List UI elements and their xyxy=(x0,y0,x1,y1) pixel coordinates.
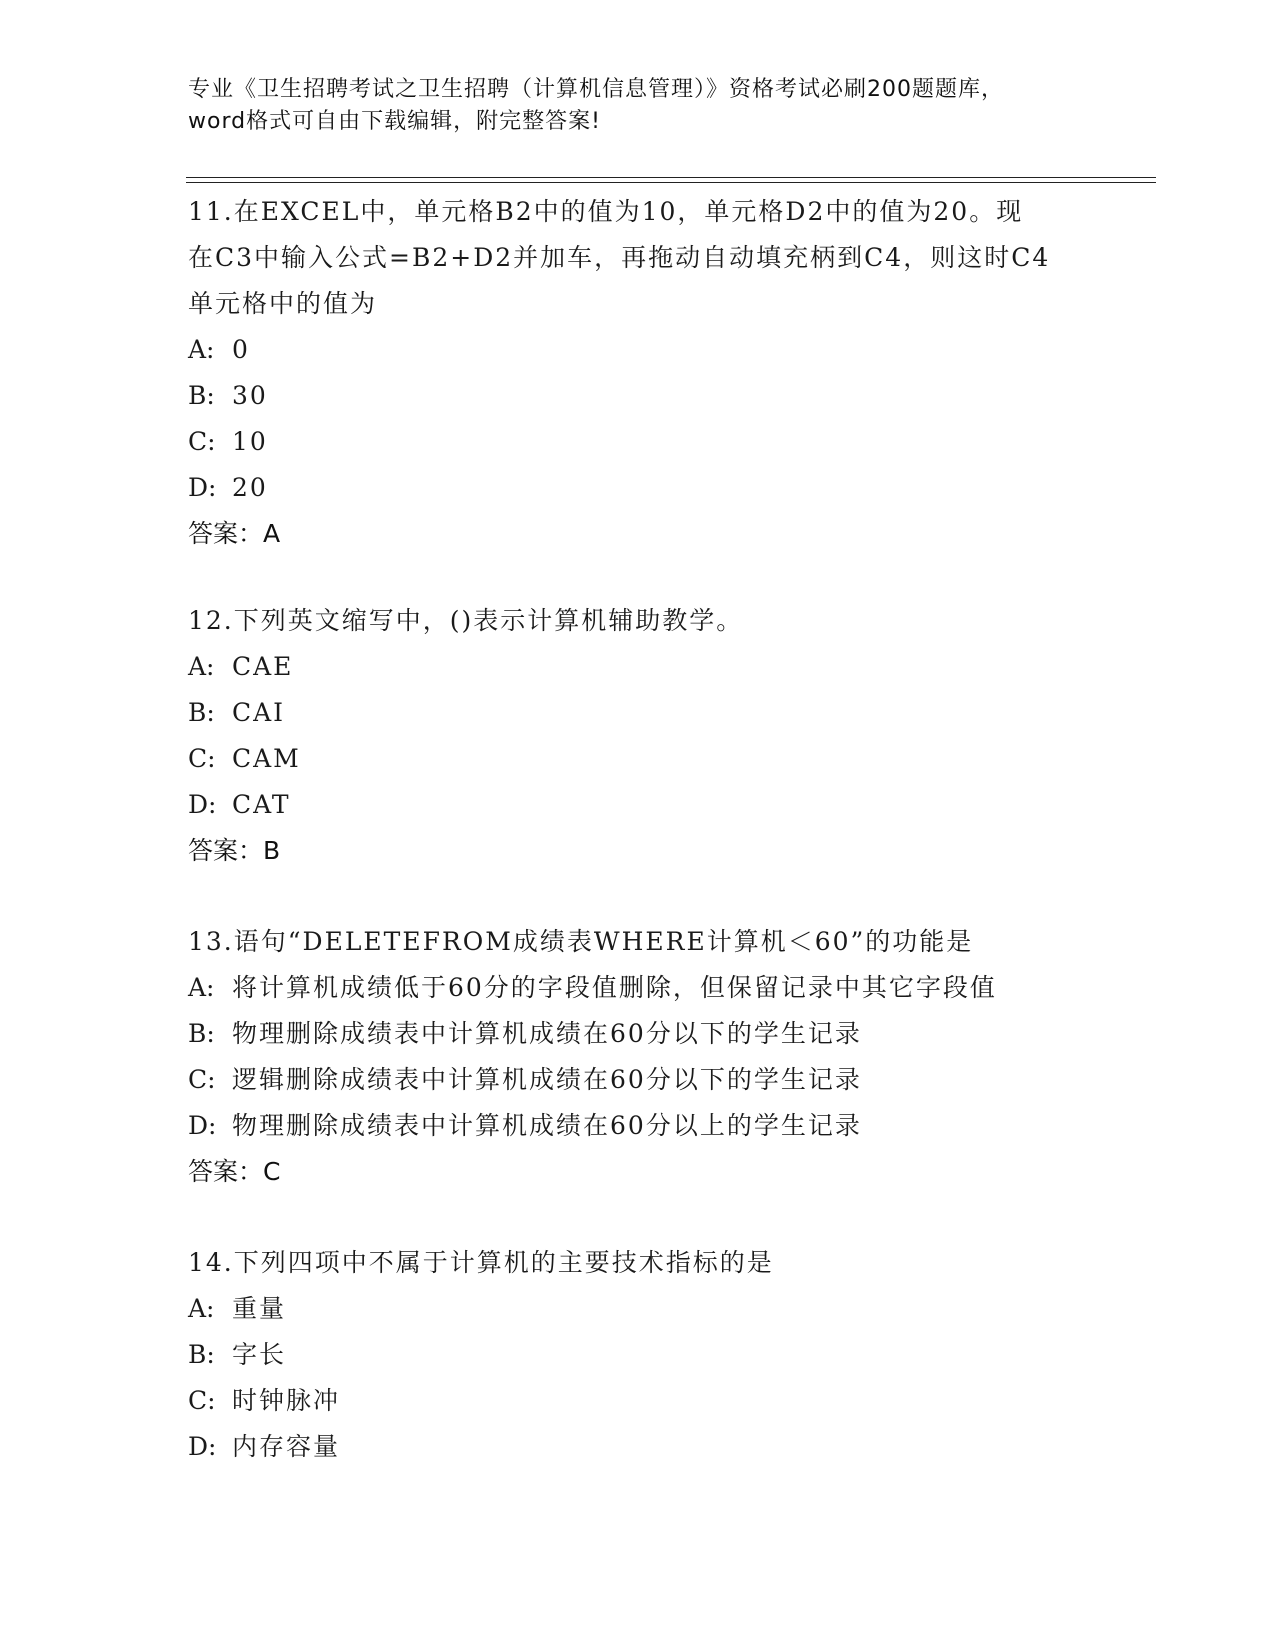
option-d xyxy=(188,1103,1088,1149)
option-letter: A: xyxy=(188,652,215,681)
option-b xyxy=(188,1332,1088,1378)
option-c xyxy=(188,419,1088,465)
option-b xyxy=(188,1011,1088,1057)
option-text: 内存容量 xyxy=(232,1432,341,1461)
option-letter: D: xyxy=(188,473,217,502)
answer-line: 答案：C xyxy=(188,1157,281,1186)
question-text xyxy=(188,189,1088,327)
document-header xyxy=(188,74,1088,138)
option-text: CAM xyxy=(232,744,301,773)
option-letter: B: xyxy=(188,698,215,727)
option-d xyxy=(188,1424,1088,1470)
option-text: 物理删除成绩表中计算机成绩在60分以上的学生记录 xyxy=(232,1111,862,1140)
option-text: CAI xyxy=(232,698,286,727)
option-c xyxy=(188,736,1088,782)
option-letter: A: xyxy=(188,1294,215,1323)
question-13 xyxy=(188,919,1088,1195)
question-text xyxy=(188,598,1088,644)
question-12 xyxy=(188,598,1088,874)
option-letter: C: xyxy=(188,1386,216,1415)
option-letter: D: xyxy=(188,790,217,819)
option-a xyxy=(188,644,1088,690)
question-text xyxy=(188,919,1088,965)
question-line: 12.下列英文缩写中，()表示计算机辅助教学。 xyxy=(188,606,744,635)
question-line: 11.在EXCEL中，单元格B2中的值为10，单元格D2中的值为20。现 xyxy=(188,197,1024,226)
question-11 xyxy=(188,189,1088,557)
option-letter: B: xyxy=(188,1019,215,1048)
option-text: 字长 xyxy=(232,1340,287,1369)
option-text: 物理删除成绩表中计算机成绩在60分以下的学生记录 xyxy=(232,1019,862,1048)
option-b xyxy=(188,690,1088,736)
option-text: CAE xyxy=(232,652,294,681)
option-letter: C: xyxy=(188,427,216,456)
question-line: 14.下列四项中不属于计算机的主要技术指标的是 xyxy=(188,1248,774,1277)
answer-line: 答案：B xyxy=(188,836,281,865)
option-d xyxy=(188,465,1088,511)
answer-line: 答案：A xyxy=(188,519,281,548)
option-letter: B: xyxy=(188,381,215,410)
option-a xyxy=(188,1286,1088,1332)
header-line-1: 专业《卫生招聘考试之卫生招聘（计算机信息管理）》资格考试必刷200题题库， xyxy=(188,77,1004,102)
option-letter: D: xyxy=(188,1111,217,1140)
question-line: 单元格中的值为 xyxy=(188,289,378,318)
option-text: 重量 xyxy=(232,1294,287,1323)
option-text: 20 xyxy=(232,473,268,502)
option-letter: D: xyxy=(188,1432,217,1461)
option-a xyxy=(188,327,1088,373)
option-text: 将计算机成绩低于60分的字段值删除，但保留记录中其它字段值 xyxy=(232,973,997,1002)
question-14 xyxy=(188,1240,1088,1470)
option-text: 0 xyxy=(232,335,250,364)
option-a xyxy=(188,965,1088,1011)
option-letter: A: xyxy=(188,973,215,1002)
option-letter: C: xyxy=(188,744,216,773)
option-text: 30 xyxy=(232,381,268,410)
option-d xyxy=(188,782,1088,828)
option-letter: B: xyxy=(188,1340,215,1369)
option-text: 时钟脉冲 xyxy=(232,1386,341,1415)
header-divider-bottom xyxy=(186,182,1156,183)
option-text: 10 xyxy=(232,427,268,456)
option-b xyxy=(188,373,1088,419)
question-line: 在C3中输入公式=B2+D2并加车，再拖动自动填充柄到C4，则这时C4 xyxy=(188,243,1051,272)
option-text: CAT xyxy=(232,790,291,819)
option-letter: C: xyxy=(188,1065,216,1094)
header-line-2: word格式可自由下载编辑，附完整答案! xyxy=(188,109,601,134)
question-text xyxy=(188,1240,1088,1286)
option-c xyxy=(188,1378,1088,1424)
question-line: 13.语句“DELETEFROM成绩表WHERE计算机＜60”的功能是 xyxy=(188,927,974,956)
option-letter: A: xyxy=(188,335,215,364)
header-divider-top xyxy=(186,177,1156,178)
option-text: 逻辑删除成绩表中计算机成绩在60分以下的学生记录 xyxy=(232,1065,862,1094)
option-c xyxy=(188,1057,1088,1103)
